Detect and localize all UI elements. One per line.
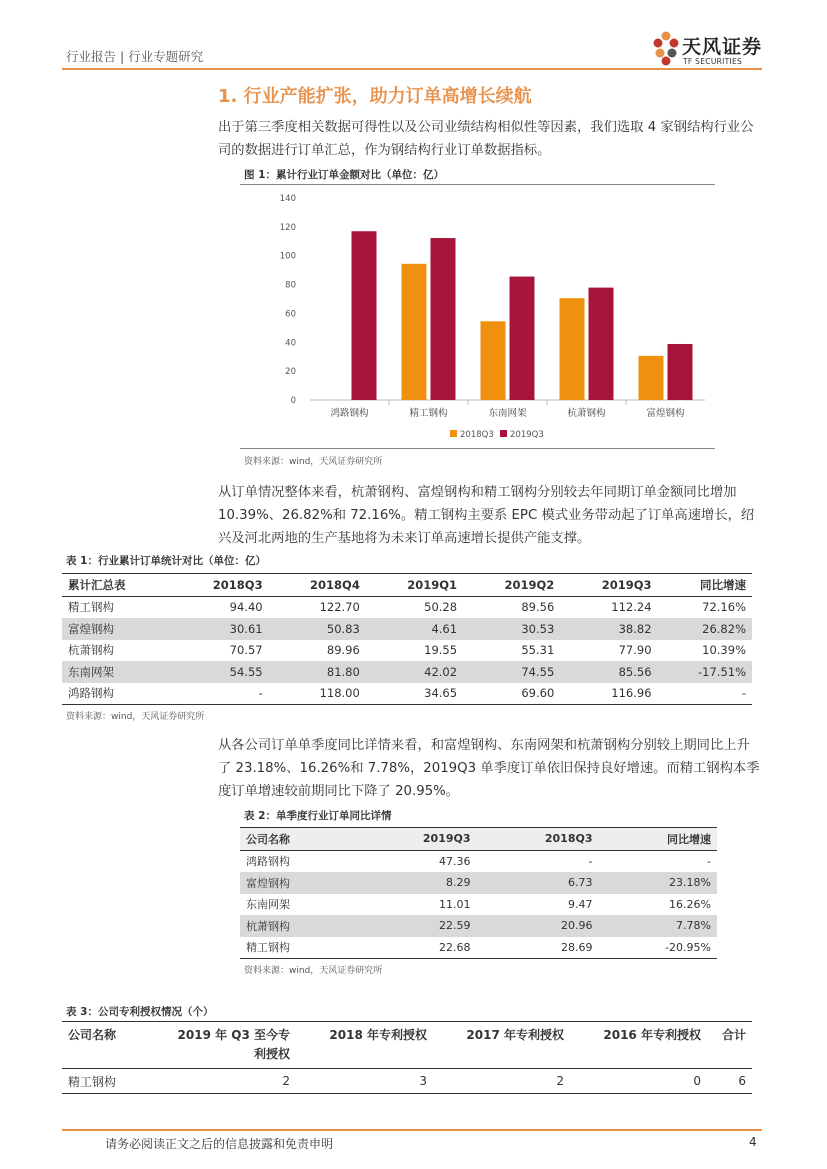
table-cell: 6.73 — [477, 872, 599, 894]
table-cell: 54.55 — [171, 661, 268, 683]
table-cell: 杭萧钢构 — [240, 915, 355, 937]
table-cell: 鸿路钢构 — [246, 855, 290, 869]
table-cell: 28.69 — [477, 937, 599, 959]
table-header-row — [240, 828, 717, 851]
table-header-row — [62, 574, 752, 597]
table-cell: 2 — [433, 1069, 570, 1094]
table-cell: 122.70 — [319, 600, 360, 615]
bar-2018q3 — [481, 321, 506, 400]
table-row — [62, 661, 752, 683]
y-tick-label: 80 — [285, 280, 296, 291]
y-tick-label: 60 — [285, 309, 296, 320]
logo-subtext: TF SECURITIES — [683, 57, 743, 66]
table-cell: 2 — [164, 1069, 296, 1094]
column-header: 2018Q3 — [171, 574, 268, 597]
x-category-label: 杭萧钢构 — [567, 408, 606, 419]
table-cell: 42.02 — [366, 661, 463, 683]
table-cell: - — [707, 854, 711, 868]
table-cell: 94.40 — [229, 600, 263, 615]
table-row — [240, 872, 717, 894]
table-cell: 38.82 — [560, 618, 657, 640]
bar-2019q3 — [431, 238, 456, 400]
figure-top-rule — [240, 184, 715, 185]
table-cell: 4.61 — [366, 618, 463, 640]
table-header-row — [62, 1022, 752, 1069]
logo-text: 天风证券 — [682, 36, 763, 58]
table-cell: 81.80 — [269, 661, 366, 683]
bar-2018q3 — [402, 264, 427, 400]
table-cell: 23.18% — [598, 872, 717, 894]
table-cell: 26.82% — [658, 618, 752, 640]
bar-2019q3 — [589, 288, 614, 400]
figure-title: 图 1：累计行业订单金额对比（单位：亿） — [244, 169, 444, 181]
table-cell: 85.56 — [560, 661, 657, 683]
table-cell: 9.47 — [567, 897, 593, 911]
table-cell: 7.78% — [598, 915, 717, 937]
column-header: 2017 年专利授权 — [433, 1022, 570, 1069]
footer-divider — [62, 1129, 762, 1131]
table-cell: 杭萧钢构 — [68, 643, 114, 658]
table-row — [62, 640, 752, 662]
page-number: 4 — [749, 1135, 757, 1149]
table-cell: 34.65 — [366, 683, 463, 705]
bar-2018q3 — [560, 298, 585, 400]
table-cell: 精工钢构 — [240, 937, 355, 959]
table2-source: 资料来源：wind，天风证券研究所 — [244, 966, 383, 976]
table-cell: 74.55 — [463, 661, 560, 683]
table-cell: 鸿路钢构 — [62, 683, 171, 705]
x-category-label: 精工钢构 — [409, 408, 448, 419]
table-cell: -17.51% — [658, 661, 752, 683]
table-cell: 50.83 — [269, 618, 366, 640]
paragraph-intro: 出于第三季度相关数据可得性以及公司业绩结构相似性等因素，我们选取 4 家钢结构行业公司的数据进行订单汇总，作为钢结构行业订单数据指标。 — [218, 120, 754, 158]
column-header: 2019Q1 — [366, 574, 463, 597]
column-header: 公司名称 — [240, 828, 355, 851]
table-cell: 22.59 — [355, 915, 477, 937]
table-cell: - — [171, 683, 268, 705]
x-category-label: 鸿路钢构 — [330, 408, 369, 419]
table-cell: 77.90 — [618, 643, 652, 658]
patent-table — [62, 1021, 752, 1094]
table-cell: - — [658, 683, 752, 705]
table-cell: 16.26% — [669, 897, 711, 911]
table-cell: 50.28 — [424, 600, 458, 615]
bar-2018q3 — [639, 356, 664, 400]
bar-2019q3 — [352, 231, 377, 400]
section-title: 1. 行业产能扩张，助力订单高增长续航 — [218, 86, 532, 107]
table-row — [62, 618, 752, 640]
cumulative-orders-table — [62, 573, 752, 705]
table-row — [240, 850, 717, 872]
table-cell: 富煌钢构 — [62, 618, 171, 640]
table-row — [62, 683, 752, 705]
legend-label: 2019Q3 — [510, 430, 544, 440]
y-tick-label: 40 — [285, 338, 296, 349]
table-cell: 3 — [296, 1069, 433, 1094]
y-tick-label: 100 — [279, 251, 296, 262]
legend-label: 2018Q3 — [460, 430, 494, 440]
column-header: 同比增速 — [658, 574, 752, 597]
column-header: 2019Q3 — [560, 574, 657, 597]
column-header: 2018Q3 — [477, 828, 599, 851]
column-header: 2019 年 Q3 至今专利授权 — [164, 1022, 296, 1069]
column-header: 公司名称 — [62, 1022, 164, 1069]
table1-source: 资料来源：wind，天风证券研究所 — [66, 712, 205, 722]
y-tick-label: 140 — [279, 194, 296, 204]
table-cell: 72.16% — [702, 600, 746, 615]
table2-title: 表 2：单季度行业订单同比详情 — [244, 810, 392, 822]
table-cell: - — [588, 854, 593, 868]
column-header: 2019Q3 — [355, 828, 477, 851]
x-category-label: 东南网架 — [488, 408, 527, 419]
table-row — [240, 937, 717, 959]
bar-2019q3 — [668, 344, 693, 400]
footer-disclaimer: 请务必阅读正文之后的信息披露和免责申明 — [105, 1137, 334, 1151]
table-cell: 东南网架 — [62, 661, 171, 683]
column-header: 2018 年专利授权 — [296, 1022, 433, 1069]
table-row — [240, 894, 717, 916]
table-cell: 69.60 — [463, 683, 560, 705]
quarterly-orders-table — [240, 827, 717, 959]
paragraph-quarterly: 从各公司订单单季度同比详情来看，和富煌钢构、东南网架和杭萧钢构分别较上期同比上升了 23.18%、16.26%和 7.78%，2019Q3 单季度订单依旧保持良好增速。而精工钢构本季度订单增速较前期同比下降了 20.95%。 — [218, 738, 760, 799]
table-cell: 20.96 — [477, 915, 599, 937]
table-cell: 精工钢构 — [62, 1069, 164, 1094]
paragraph-analysis: 从订单情况整体来看，杭萧钢构、富煌钢构和精工钢构分别较去年同期订单金额同比增加 10.39%、26.82%和 72.16%。精工钢构主要系 EPC 模式业务带动起了订单高速增长，绍兴及河北两地的生产基地将为未来订单高速增长提供产能支撑。 — [218, 485, 755, 546]
table-cell: 112.24 — [611, 600, 652, 615]
table-row — [62, 596, 752, 618]
table-row — [62, 1069, 752, 1094]
table-cell: 11.01 — [439, 897, 471, 911]
table-cell: 89.96 — [326, 643, 360, 658]
table-cell: -20.95% — [598, 937, 717, 959]
y-tick-label: 120 — [279, 222, 296, 233]
table-cell: 精工钢构 — [68, 600, 114, 615]
table-cell: 东南网架 — [246, 898, 290, 912]
bar-2019q3 — [510, 277, 535, 400]
table-cell: 8.29 — [355, 872, 477, 894]
order-bar-chart — [240, 186, 715, 448]
report-breadcrumb: 行业报告 | 行业专题研究 — [66, 49, 204, 64]
column-header: 合计 — [707, 1022, 752, 1069]
column-header: 2016 年专利授权 — [570, 1022, 707, 1069]
table-cell: 118.00 — [269, 683, 366, 705]
table-cell: 富煌钢构 — [240, 872, 355, 894]
column-header: 累计汇总表 — [62, 574, 171, 597]
figure-bottom-rule — [240, 448, 715, 449]
table-cell: 47.36 — [439, 854, 471, 868]
table-cell: 22.68 — [355, 937, 477, 959]
table-cell: 6 — [707, 1069, 752, 1094]
table-cell: 55.31 — [521, 643, 555, 658]
table-cell: 70.57 — [229, 643, 263, 658]
column-header: 2019Q2 — [463, 574, 560, 597]
table-cell: 0 — [570, 1069, 707, 1094]
legend-swatch — [500, 430, 507, 437]
column-header: 同比增速 — [598, 828, 717, 851]
table-row — [240, 915, 717, 937]
table3-title: 表 3：公司专利授权情况（个） — [66, 1006, 214, 1018]
y-tick-label: 20 — [285, 367, 296, 378]
logo-flower-icon — [650, 30, 682, 70]
table-cell: 116.96 — [560, 683, 657, 705]
table-cell: 10.39% — [702, 643, 746, 658]
table-cell: 30.61 — [171, 618, 268, 640]
y-tick-label: 0 — [290, 396, 296, 406]
legend-swatch — [450, 430, 457, 437]
x-category-label: 富煌钢构 — [646, 408, 685, 419]
table-cell: 30.53 — [463, 618, 560, 640]
table1-title: 表 1：行业累计订单统计对比（单位：亿） — [66, 555, 266, 567]
figure-source: 资料来源：wind，天风证券研究所 — [244, 457, 383, 467]
table-cell: 19.55 — [424, 643, 458, 658]
column-header: 2018Q4 — [269, 574, 366, 597]
table-cell: 89.56 — [521, 600, 555, 615]
company-logo — [650, 30, 765, 70]
